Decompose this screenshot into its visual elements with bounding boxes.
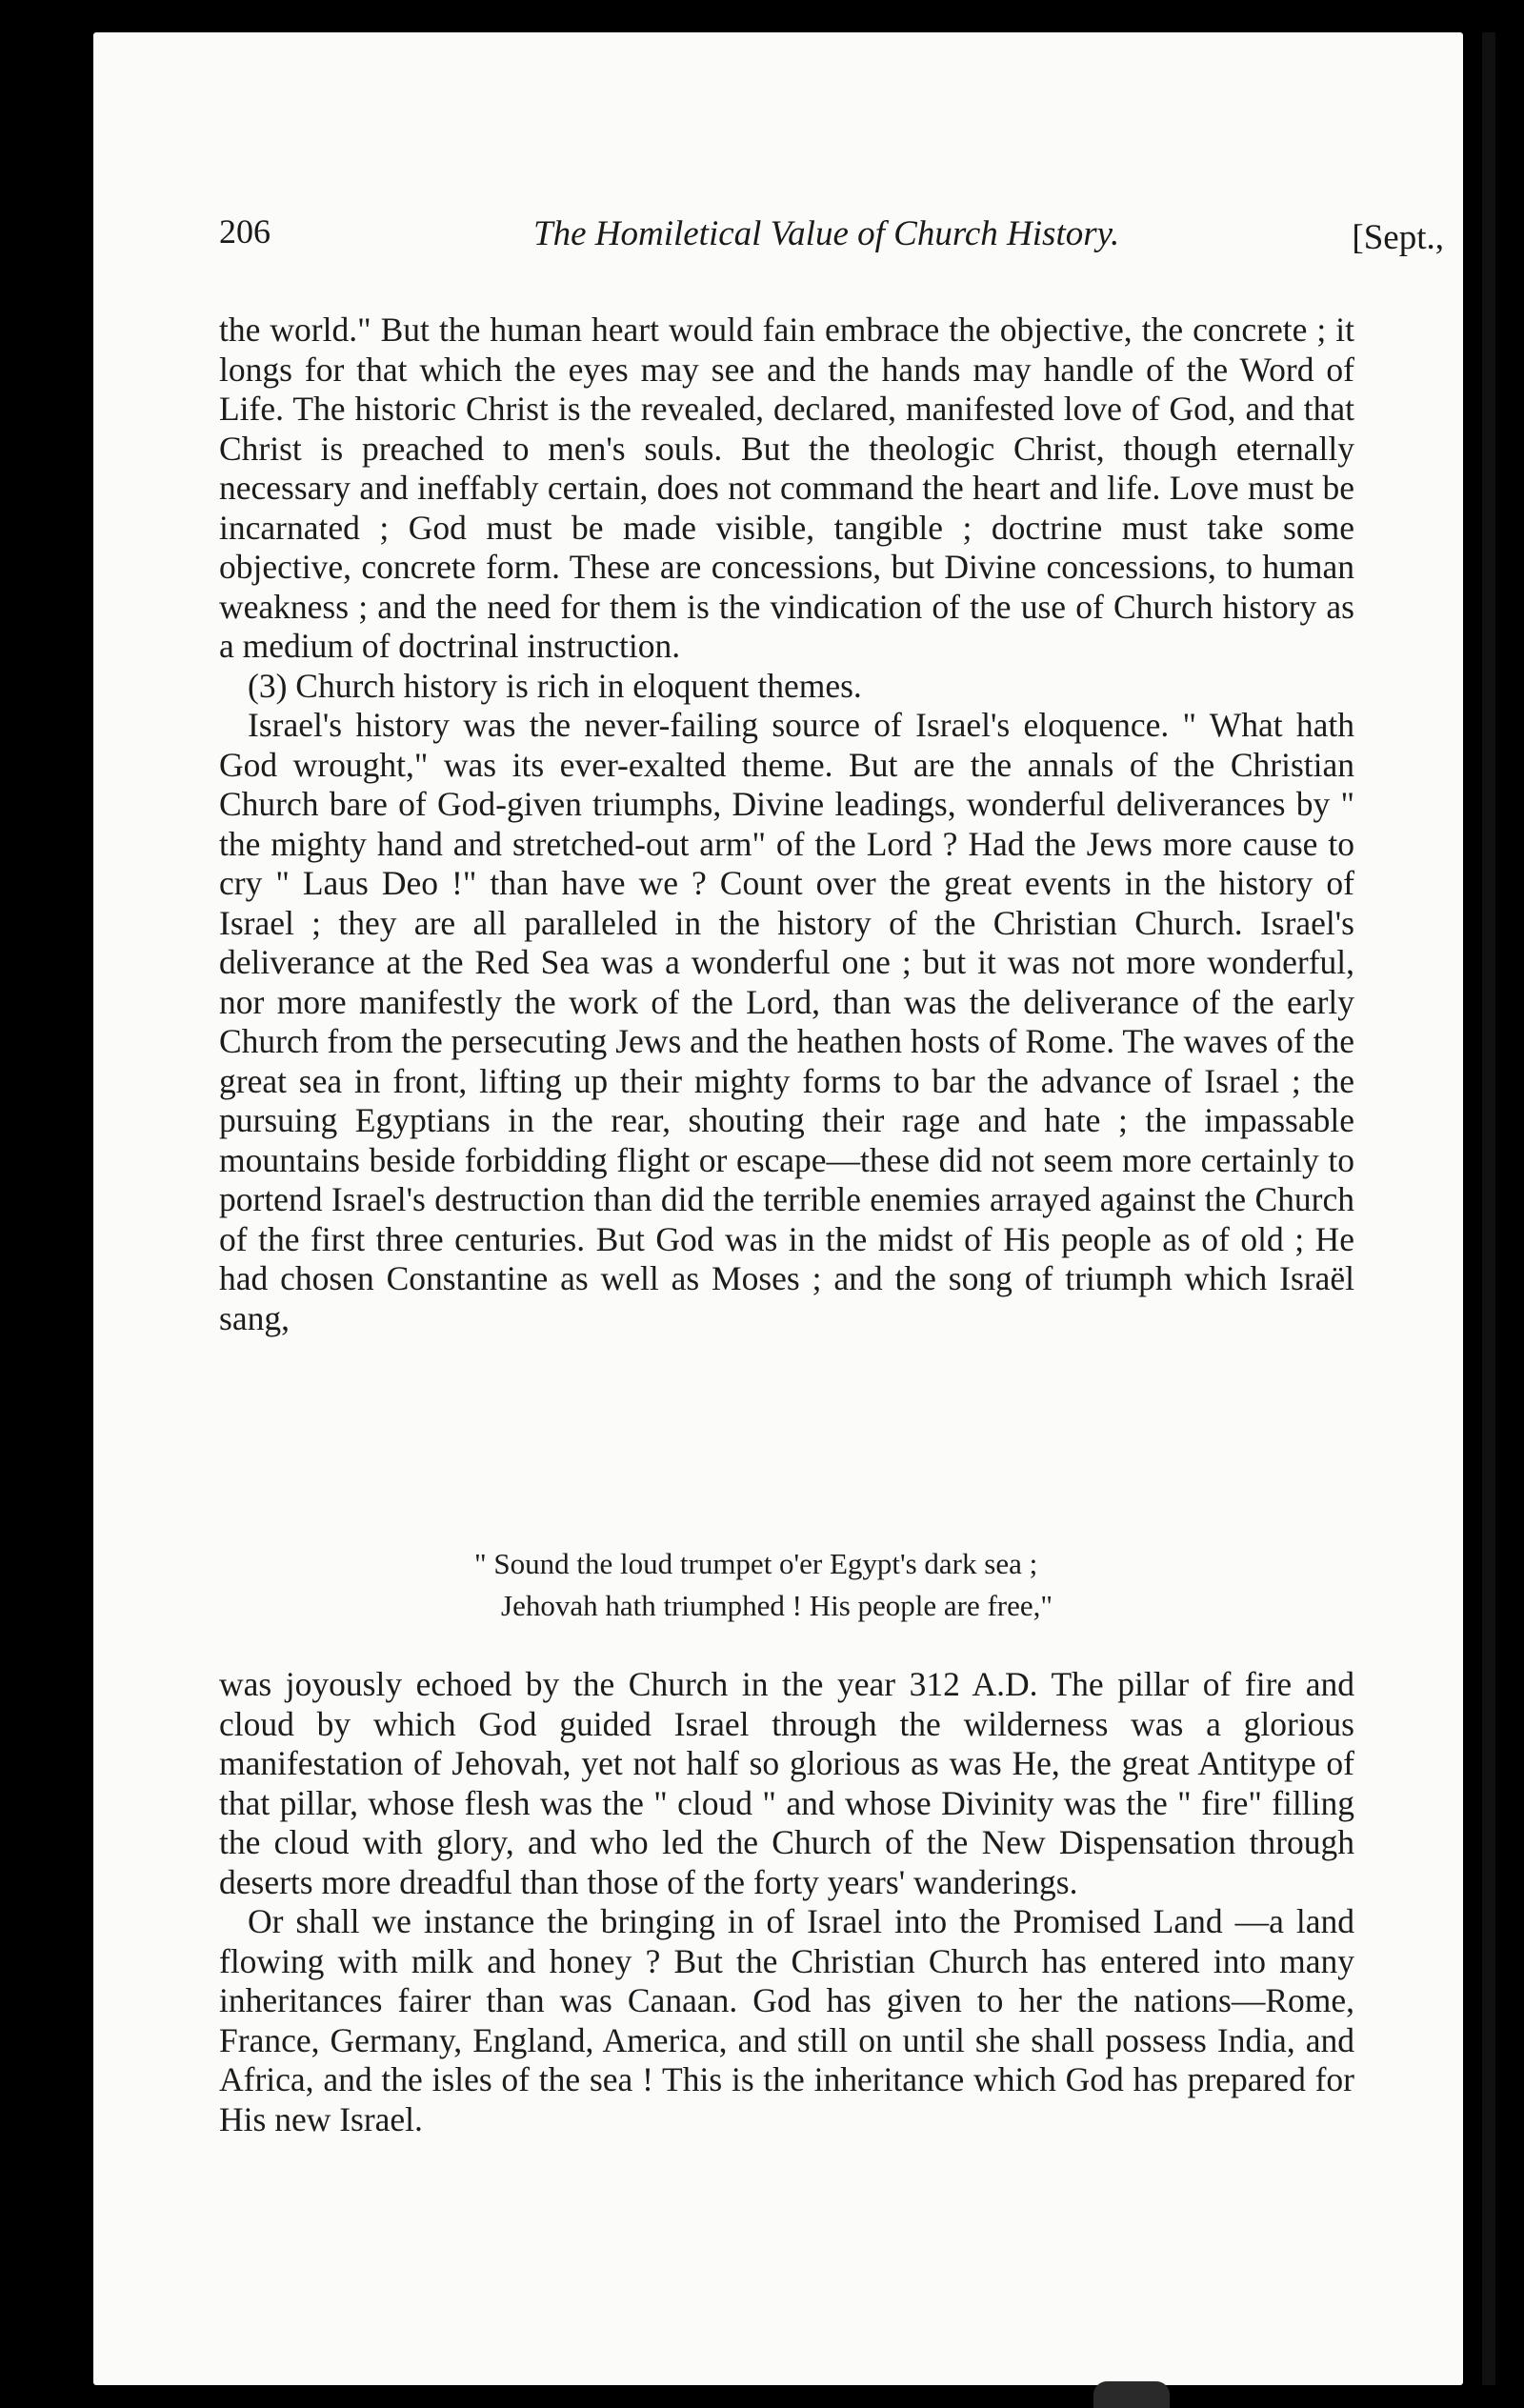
running-date: [Sept.,	[1352, 218, 1444, 257]
verse-quote	[474, 1543, 1053, 1627]
paragraph: (3) Church history is rich in eloquent themes.	[248, 666, 862, 705]
verse-line: Jehovah hath triumphed ! His people are free,"	[501, 1589, 1053, 1622]
body-text-bottom	[219, 1665, 1354, 2139]
page-content	[93, 32, 1463, 2385]
page-number: 206	[219, 212, 271, 251]
verse-line: " Sound the loud trumpet o'er Egypt's dark sea ;	[474, 1547, 1038, 1580]
paragraph: Israel's history was the never-failing source of Israel's eloquence. " What hath God wrought," was its ever-exalted theme. But are the annals of the Christian Church bare of God-given triumphs, Divine leadings, wonderful deliverances by " the mighty hand and stretched-out arm" of the Lord ? Had the Jews more cause to cry " Laus Deo !" than have we ? Count over the great events in the history of Israel ; they are all paralleled in the history of the Christian Church. Israel's deliverance at the Red Sea was a wonderful one ; but it was not more wonderful, nor more manifestly the work of the Lord, than was the deliverance of the early Church from the persecuting Jews and the heathen hosts of Rome. The waves of the great sea in front, lifting up their mighty forms to bar the advance of Israel ; the pursuing Egyptians in the rear, shouting their rage and hate ; the impassable mountains beside forbidding flight or escape—these did not seem more certainly to portend Israel's destruction than did the terrible enemies arrayed against the Church of the first three centuries. But God was in the midst of His people as of old ; He had chosen Constantine as well as Moses ; and the song of triumph which Israël sang,	[219, 706, 1354, 1337]
scan-artifact	[1093, 2381, 1170, 2408]
paragraph: was joyously echoed by the Church in the year 312 A.D. The pillar of fire and cloud by which God guided Israel through the wilderness was a glorious manifestation of Jehovah, yet not half so glorious as was He, the great Antitype of that pillar, whose flesh was the " cloud " and whose Divinity was the " fire" filling the cloud with glory, and who led the Church of the New Dispensation through deserts more dreadful than those of the forty years' wanderings.	[219, 1665, 1354, 1901]
paragraph: the world." But the human heart would fain embrace the objective, the concrete ; it longs for that which the eyes may see and the hands may handle of the Word of Life. The historic Christ is the revealed, declared, manifested love of God, and that Christ is preached to men's souls. But the theologic Christ, though eternally necessary and ineffably certain, does not command the heart and life. Love must be incarnated ; God must be made visible, tangible ; doctrine must take some objective, concrete form. These are concessions, but Divine concessions, to human weakness ; and the need for them is the vindication of the use of Church history as a medium of doctrinal instruction.	[219, 311, 1354, 665]
running-title: The Homiletical Value of Church History.	[533, 214, 1120, 253]
body-text-top	[219, 311, 1354, 1338]
running-header	[219, 204, 1444, 261]
page-edge-shadow	[1482, 32, 1495, 2385]
paragraph: Or shall we instance the bringing in of Israel into the Promised Land —a land flowing with milk and honey ? But the Christian Church has entered into many inheritances fairer than was Canaan. God has given to her the nations—Rome, France, Germany, England, America, and still on until she shall possess India, and Africa, and the isles of the sea ! This is the inheritance which God has prepared for His new Israel.	[219, 1902, 1354, 2138]
